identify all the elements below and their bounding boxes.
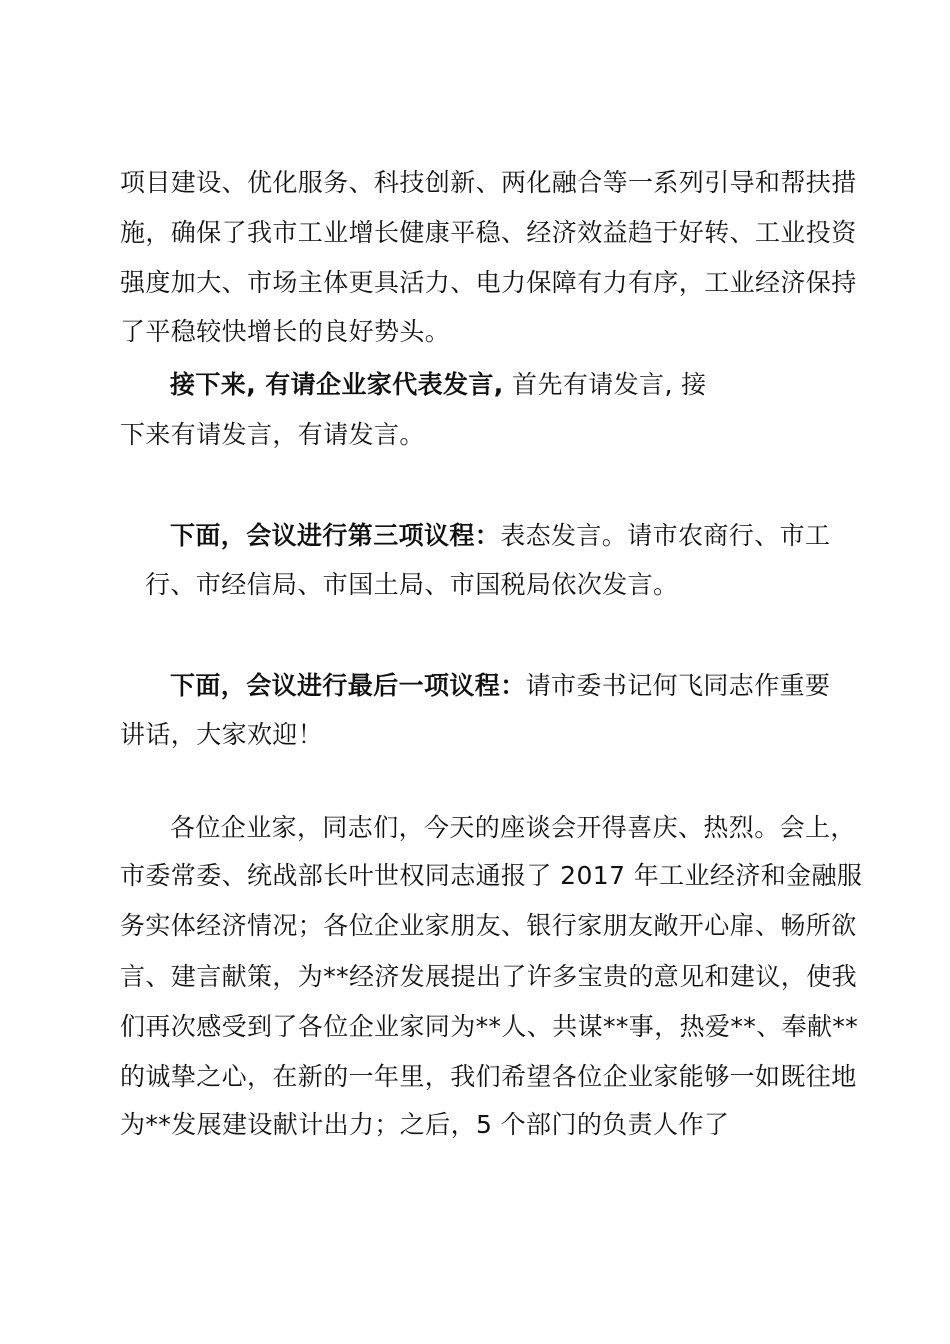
paragraph-text: 首先有请发言, 接 <box>503 370 707 399</box>
bold-lead: 下面，会议进行第三项议程： <box>170 521 501 550</box>
paragraph-text: 表态发言。请市农商行、市工 <box>500 521 831 550</box>
bold-lead: 下面，会议进行最后一项议程： <box>170 671 526 700</box>
paragraph-line: 为**发展建设献计出力；之后，5 个部门的负责人作了 <box>120 1110 730 1139</box>
bold-lead: 接下来, 有请企业家代表发言, <box>170 370 504 399</box>
paragraph-line <box>170 519 830 553</box>
paragraph-line: 施，确保了我市工业增长健康平稳、经济效益趋于好转、工业投资 <box>120 218 857 247</box>
paragraph-line: 强度加大、市场主体更具活力、电力保障有力有序，工业经济保持 <box>120 268 857 297</box>
paragraph-line: 言、建言献策，为**经济发展提出了许多宝贵的意见和建议，使我 <box>120 962 858 991</box>
paragraph-line <box>170 368 707 402</box>
paragraph-text: 请市委书记何飞同志作重要 <box>525 671 831 700</box>
paragraph-line: 们再次感受到了各位企业家同为**人、共谋**事，热爱**、奉献** <box>120 1012 859 1041</box>
paragraph-line <box>170 669 830 703</box>
paragraph-line: 的诚挚之心，在新的一年里，我们希望各位企业家能够一如既往地 <box>120 1062 857 1091</box>
paragraph-line: 行、市经信局、市国土局、市国税局依次发言。 <box>145 570 679 599</box>
paragraph-line: 项目建设、优化服务、科技创新、两化融合等一系列引导和帮扶措 <box>120 168 857 197</box>
paragraph-line: 下来有请发言，有请发言。 <box>120 420 425 449</box>
paragraph-line: 务实体经济情况；各位企业家朋友、银行家朋友敞开心扉、畅所欲 <box>120 911 857 940</box>
paragraph-line: 讲话，大家欢迎！ <box>120 720 324 749</box>
paragraph-line: 市委常委、统战部长叶世权同志通报了 2017 年工业经济和金融服 <box>120 861 863 890</box>
paragraph-line: 各位企业家，同志们，今天的座谈会开得喜庆、热烈。会上， <box>170 813 856 842</box>
paragraph-line: 了平稳较快增长的良好势头。 <box>120 317 451 346</box>
